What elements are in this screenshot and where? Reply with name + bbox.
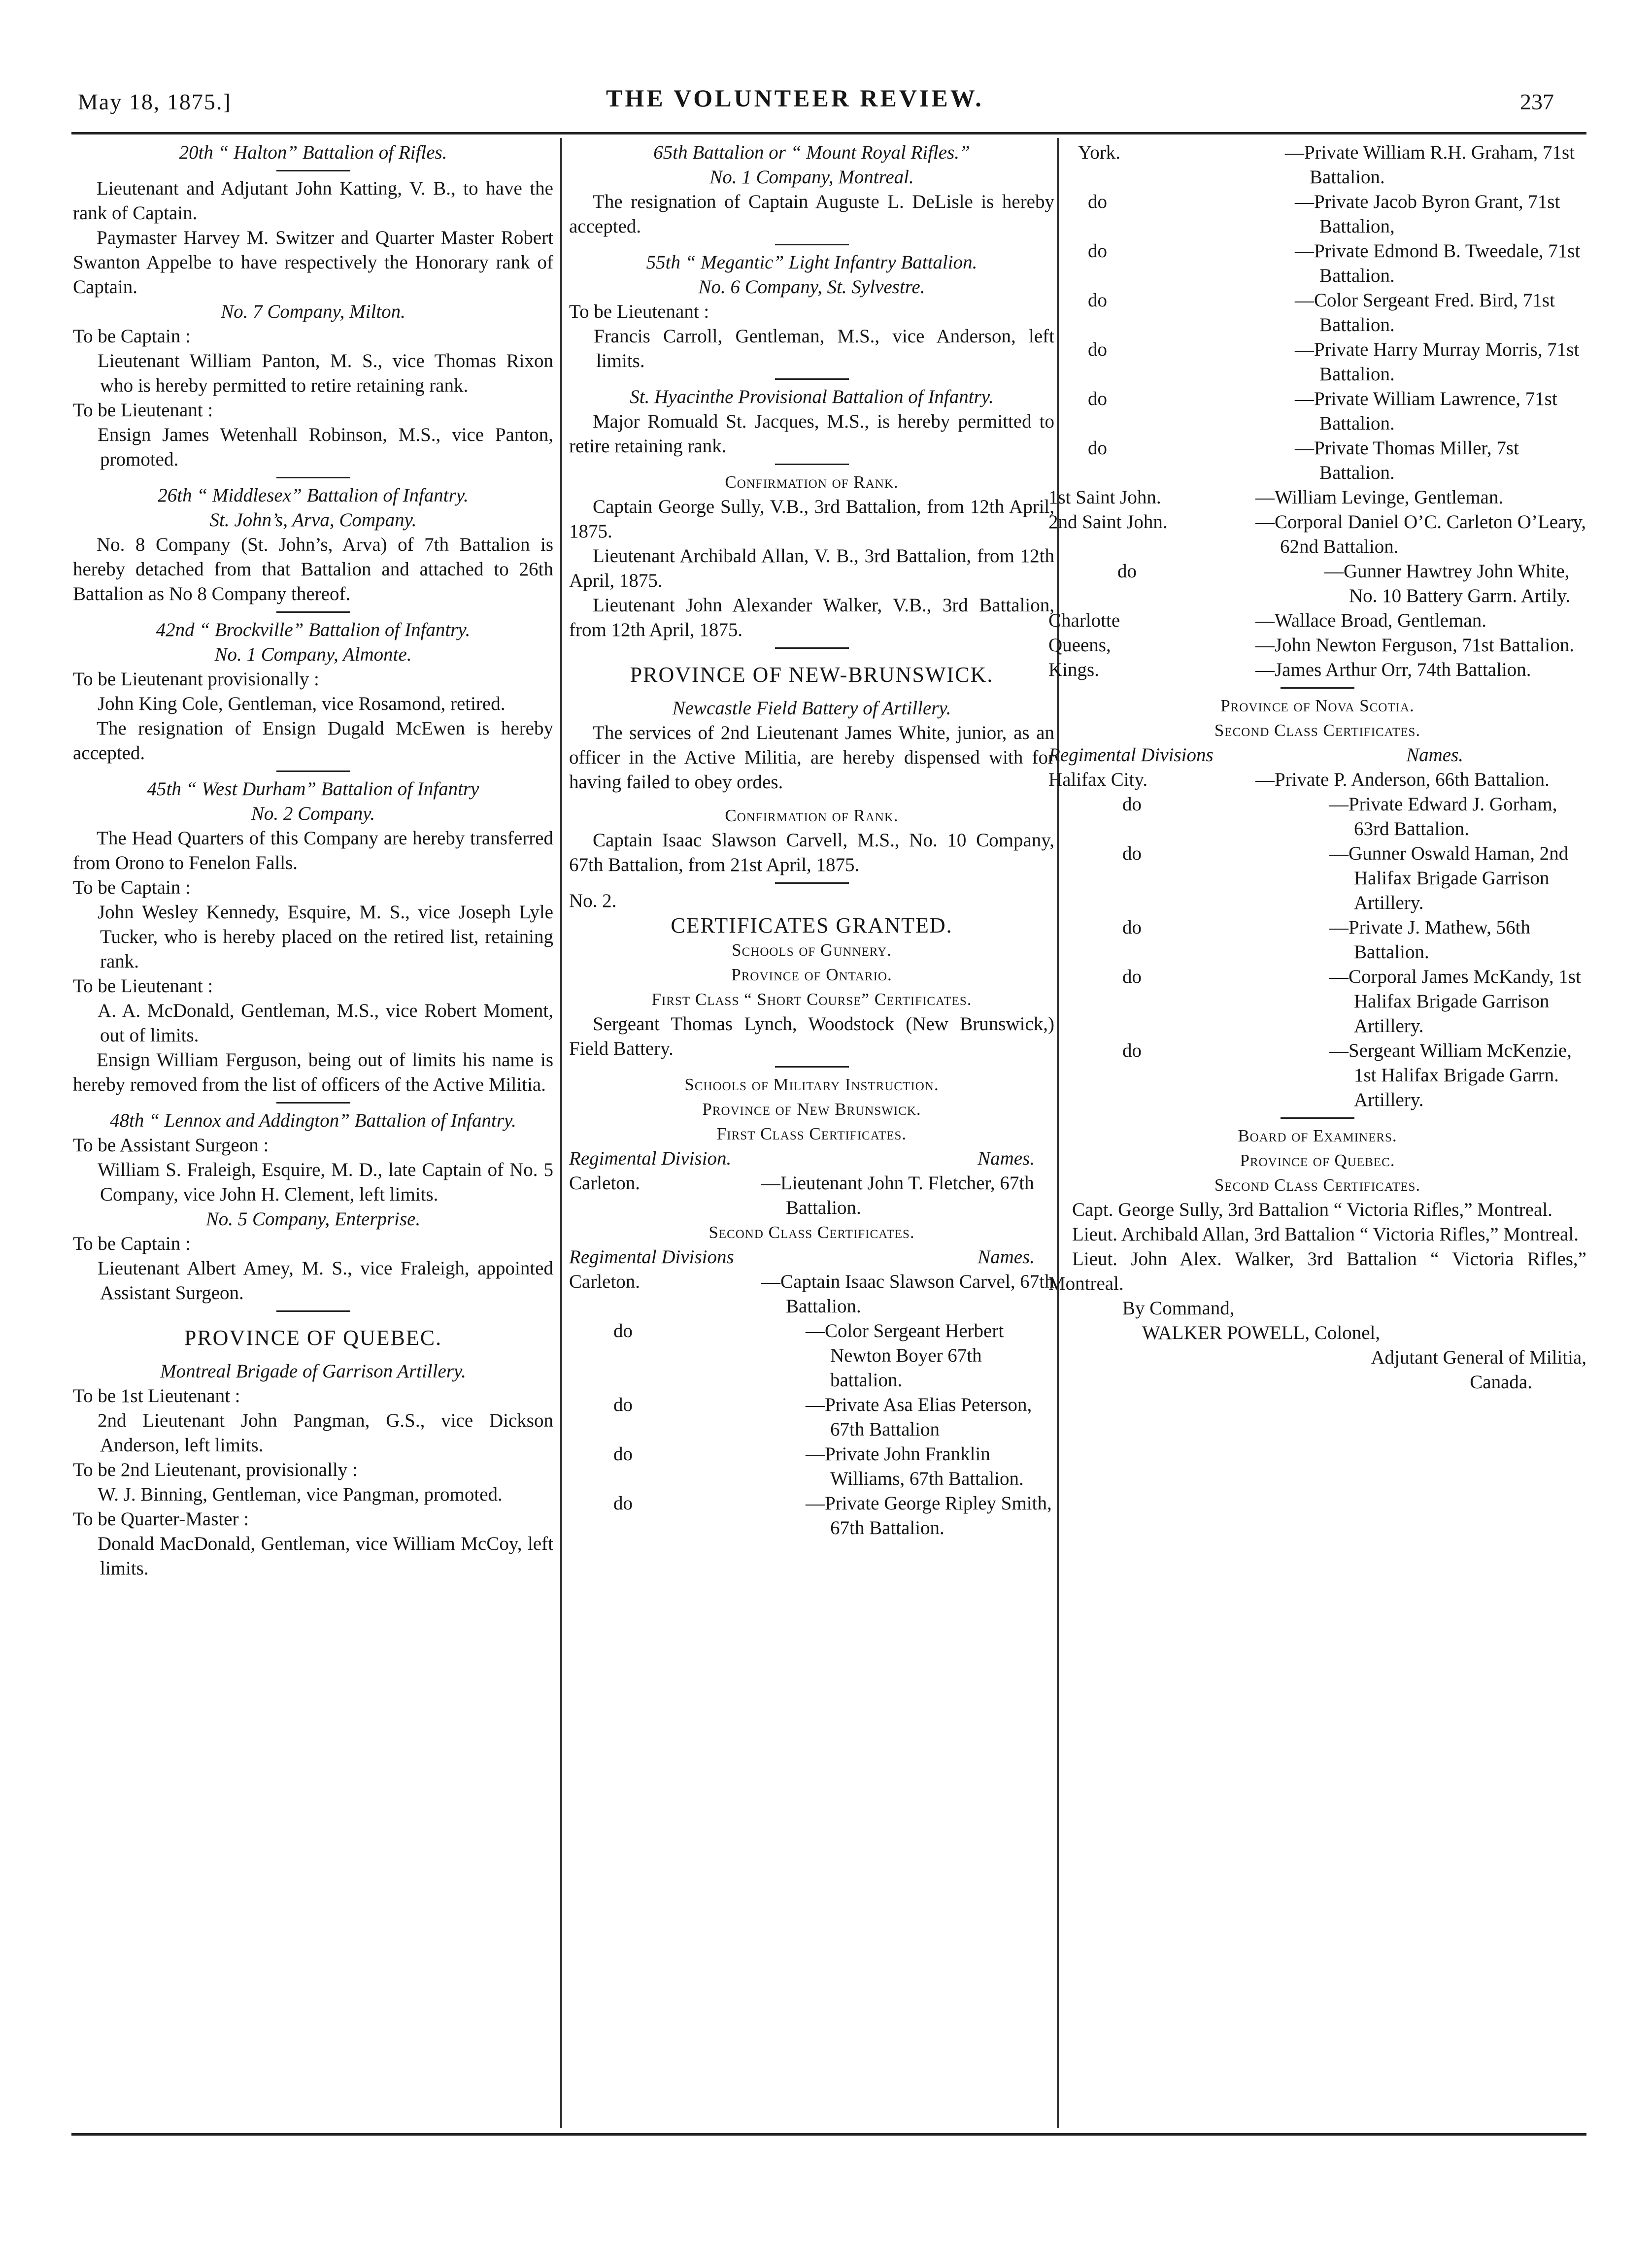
table-row (1048, 288, 1586, 337)
company-subtitle: No. 7 Company, Milton. (221, 301, 405, 322)
notice-paragraph: Lieutenant and Adjutant John Katting, V. B., to have the rank of Captain. (73, 178, 553, 224)
division-cell: do (613, 1394, 633, 1415)
division-cell: do (1122, 843, 1142, 864)
province-subheading: Province of New Brunswick. (702, 1100, 921, 1119)
table-row (1048, 768, 1586, 792)
company-subtitle: No. 6 Company, St. Sylvestre. (698, 276, 925, 298)
name-cell: —Private William Lawrence, 71st Battalion. (1295, 388, 1557, 434)
appointment-heading: To be Lieutenant : (73, 975, 213, 997)
division-cell: 1st Saint John. (1048, 487, 1161, 508)
table-row (1048, 387, 1586, 436)
province-subheading: Province of Ontario. (731, 965, 892, 984)
separator (775, 244, 849, 245)
page-header (0, 84, 1652, 128)
name-cell: —Private George Ripley Smith, 67th Battalion. (806, 1493, 1052, 1539)
name-cell: —John Newton Ferguson, 71st Battalion. (1255, 635, 1575, 656)
section-title: 20th “ Halton” Battalion of Rifles. (179, 142, 447, 163)
appointment-entry: 2nd Lieutenant John Pangman, G.S., vice Dickson Anderson, left limits. (98, 1410, 553, 1456)
certificate-class-heading: Second Class Certificates. (708, 1223, 915, 1242)
appointment-entry: John King Cole, Gentleman, vice Rosamond, retired. (98, 693, 506, 714)
name-cell: —James Arthur Orr, 74th Battalion. (1255, 659, 1531, 680)
table-row (1048, 485, 1586, 510)
notice-paragraph: No. 8 Company (St. John’s, Arva) of 7th Battalion is hereby detached from that Battalion and attached to 26th Battalion as No 8 Company thereof. (73, 534, 553, 604)
table-header (569, 1146, 1054, 1171)
name-cell: —Gunner Oswald Haman, 2nd Halifax Brigade Garrison Artillery. (1329, 843, 1569, 913)
appointment-heading: To be Quarter-Master : (73, 1508, 249, 1530)
certificate-class-heading: First Class “ Short Course” Certificates. (651, 990, 972, 1009)
section-title: Newcastle Field Battery of Artillery. (672, 698, 951, 719)
province-heading: PROVINCE OF QUEBEC. (184, 1326, 442, 1350)
name-cell: —Corporal Daniel O’C. Carleton O’Leary, 62nd Battalion. (1255, 511, 1586, 557)
separator (775, 882, 849, 884)
section-title: 48th “ Lennox and Addington” Battalion of Infantry. (110, 1110, 516, 1131)
table-row (1048, 436, 1586, 485)
table-header (1048, 743, 1586, 768)
separator (276, 170, 350, 171)
province-subheading: Province of Quebec. (1240, 1151, 1395, 1170)
column-header-names: Names. (1406, 744, 1463, 766)
separator (775, 378, 849, 380)
section-title: 65th Battalion or “ Mount Royal Rifles.” (653, 142, 970, 163)
notice-paragraph: Sergeant Thomas Lynch, Woodstock (New Brunswick,) Field Battery. (569, 1013, 1054, 1059)
publication-title: THE VOLUNTEER REVIEW. (606, 84, 984, 112)
section-title: 45th “ West Durham” Battalion of Infantry (147, 778, 479, 800)
signature-name: WALKER POWELL, Colonel, (1142, 1322, 1381, 1343)
separator (1281, 1117, 1354, 1119)
confirmation-heading: Confirmation of Rank. (725, 472, 899, 492)
section-title: 26th “ Middlesex” Battalion of Infantry. (158, 485, 469, 506)
notice-paragraph: The Head Quarters of this Company are hereby transferred from Orono to Fenelon Falls. (73, 828, 553, 873)
division-cell: do (1088, 437, 1107, 459)
division-cell: do (1122, 1040, 1142, 1061)
notice-paragraph: Captain Isaac Slawson Carvell, M.S., No. 10 Company, 67th Battalion, from 21st April, 1875. (569, 830, 1054, 875)
division-cell: do (1088, 388, 1107, 409)
division-cell: Carleton. (569, 1172, 641, 1194)
name-cell: —Color Sergeant Fred. Bird, 71st Battalion. (1295, 290, 1555, 335)
division-cell: do (613, 1320, 633, 1341)
table-row (1048, 792, 1586, 841)
name-cell: —Private Edward J. Gorham, 63rd Battalion. (1329, 794, 1557, 839)
appointment-entry: Francis Carroll, Gentleman, M.S., vice Anderson, left limits. (594, 326, 1054, 371)
table-row (1048, 608, 1586, 633)
province-subheading: Province of Nova Scotia. (1220, 696, 1415, 715)
appointment-heading: To be Captain : (73, 877, 191, 898)
name-cell: —Private Thomas Miller, 7st Battalion. (1295, 437, 1519, 483)
certificate-class-heading: First Class Certificates. (716, 1124, 907, 1143)
name-cell: —Captain Isaac Slawson Carvel, 67th Battalion. (761, 1271, 1054, 1317)
division-cell: do (1088, 339, 1107, 360)
name-cell: —Wallace Broad, Gentleman. (1255, 610, 1487, 631)
appointment-entry: W. J. Binning, Gentleman, vice Pangman, promoted. (98, 1484, 503, 1505)
table-row (1048, 239, 1586, 288)
division-cell: do (1117, 561, 1137, 582)
notice-paragraph: Captain George Sully, V.B., 3rd Battalion, from 12th April, 1875. (569, 496, 1054, 542)
appointment-heading: To be Lieutenant : (73, 400, 213, 421)
company-subtitle: No. 1 Company, Montreal. (709, 167, 914, 188)
name-cell: —Private John Franklin Williams, 67th Battalion. (806, 1443, 1024, 1489)
certificate-entry: Lieut. John Alex. Walker, 3rd Battalion “ Victoria Rifles,” Montreal. (1048, 1248, 1586, 1294)
name-cell: —Private Asa Elias Peterson, 67th Battalion (806, 1394, 1032, 1440)
name-cell: —Color Sergeant Herbert Newton Boyer 67th battalion. (806, 1320, 1004, 1391)
name-cell: —Sergeant William McKenzie, 1st Halifax Brigade Garrn. Artillery. (1329, 1040, 1572, 1110)
table-row (569, 1491, 1054, 1540)
division-cell: 2nd Saint John. (1048, 511, 1168, 533)
table-row (1048, 140, 1586, 190)
signature-line: By Command, (1122, 1298, 1235, 1319)
division-cell: do (1122, 917, 1142, 938)
separator (1281, 687, 1354, 689)
section-title: Montreal Brigade of Garrison Artillery. (160, 1361, 466, 1382)
name-cell: —Private Edmond B. Tweedale, 71st Battalion. (1295, 240, 1581, 286)
section-title: 55th “ Megantic” Light Infantry Battalion. (646, 252, 978, 273)
certificate-class-heading: Second Class Certificates. (1214, 1175, 1421, 1195)
column-rule-1 (560, 138, 562, 2128)
column-3 (1048, 140, 1586, 1395)
division-cell: do (1088, 191, 1107, 212)
notice-paragraph: The services of 2nd Lieutenant James White, junior, as an officer in the Active Militia, are hereby dispensed with for having failed to obey ordes. (569, 722, 1054, 793)
appointment-entry: Donald MacDonald, Gentleman, vice William McCoy, left limits. (98, 1533, 553, 1579)
company-subtitle: No. 5 Company, Enterprise. (205, 1208, 421, 1230)
division-cell: do (613, 1443, 633, 1465)
header-rule (71, 132, 1586, 134)
notice-paragraph: Major Romuald St. Jacques, M.S., is hereby permitted to retire retaining rank. (569, 411, 1054, 457)
name-cell: —Private J. Mathew, 56th Battalion. (1329, 917, 1530, 963)
appointment-entry: Ensign James Wetenhall Robinson, M.S., vice Panton, promoted. (98, 424, 553, 470)
general-order-number: No. 2. (569, 890, 617, 911)
table-row (569, 1171, 1054, 1220)
company-subtitle: No. 1 Company, Almonte. (214, 644, 412, 665)
column-header-division: Regimental Division. (569, 1148, 732, 1169)
notice-paragraph: Paymaster Harvey M. Switzer and Quarter Master Robert Swanton Appelbe to have respectively the Honorary rank of Captain. (73, 227, 553, 298)
division-cell: Queens, (1048, 635, 1111, 656)
name-cell: —Private P. Anderson, 66th Battalion. (1255, 769, 1550, 790)
separator (276, 611, 350, 613)
name-cell: —Gunner Hawtrey John White, No. 10 Battery Garrn. Artily. (1324, 561, 1571, 606)
section-title: 42nd “ Brockville” Battalion of Infantry. (156, 619, 471, 640)
separator (276, 1102, 350, 1104)
column-header-division: Regimental Divisions (1048, 744, 1214, 766)
table-row (1048, 633, 1586, 658)
section-title: St. Hyacinthe Provisional Battalion of Infantry. (630, 386, 994, 407)
school-heading: Schools of Military Instruction. (684, 1075, 939, 1094)
division-cell: do (613, 1493, 633, 1514)
division-cell: do (1088, 290, 1107, 311)
issue-date: May 18, 1875.] (78, 89, 232, 114)
table-header (569, 1245, 1054, 1270)
notice-paragraph: Lieutenant Archibald Allan, V. B., 3rd Battalion, from 12th April, 1875. (569, 545, 1054, 591)
table-row (569, 1270, 1054, 1319)
appointment-heading: To be Lieutenant : (569, 301, 709, 322)
column-header-names: Names. (978, 1148, 1035, 1169)
table-row (569, 1319, 1054, 1393)
company-subtitle: No. 2 Company. (251, 803, 375, 824)
school-heading: Schools of Gunnery. (732, 940, 892, 960)
division-cell: do (1088, 240, 1107, 262)
notice-paragraph: The resignation of Ensign Dugald McEwen is hereby accepted. (73, 718, 553, 764)
column-header-names: Names. (978, 1246, 1035, 1268)
appointment-heading: To be Captain : (73, 326, 191, 347)
board-heading: Board of Examiners. (1238, 1126, 1397, 1145)
table-row (1048, 1038, 1586, 1112)
certificate-entry: Lieut. Archibald Allan, 3rd Battalion “ Victoria Rifles,” Montreal. (1072, 1224, 1579, 1245)
table-row (1048, 190, 1586, 239)
division-cell: Charlotte (1048, 610, 1120, 631)
separator (276, 477, 350, 478)
confirmation-heading: Confirmation of Rank. (725, 806, 899, 825)
appointment-heading: To be 1st Lieutenant : (73, 1385, 240, 1406)
column-1 (73, 140, 553, 1581)
footer-rule (71, 2133, 1586, 2136)
certificate-class-heading: Second Class Certificates. (1214, 721, 1421, 740)
name-cell: —Private Jacob Byron Grant, 71st Battalion, (1295, 191, 1560, 237)
signature-title: Adjutant General of Militia, (1371, 1347, 1586, 1368)
separator (276, 770, 350, 772)
notice-paragraph: The resignation of Captain Auguste L. DeLisle is hereby accepted. (569, 191, 1054, 237)
name-cell: —Lieutenant John T. Fletcher, 67th Battalion. (761, 1172, 1034, 1218)
division-cell: Carleton. (569, 1271, 641, 1292)
division-cell: do (1122, 794, 1142, 815)
column-header-division: Regimental Divisions (569, 1246, 734, 1268)
table-row (1048, 915, 1586, 965)
appointment-heading: To be Captain : (73, 1233, 191, 1254)
name-cell: —Private William R.H. Graham, 71st Battalion. (1285, 142, 1575, 188)
signature-place: Canada. (1470, 1372, 1532, 1393)
name-cell: —Corporal James McKandy, 1st Halifax Brigade Garrison Artillery. (1329, 966, 1581, 1037)
company-subtitle: St. John’s, Arva, Company. (209, 509, 417, 531)
appointment-heading: To be Assistant Surgeon : (73, 1135, 269, 1156)
appointment-heading: To be Lieutenant provisionally : (73, 669, 319, 690)
appointment-entry: William S. Fraleigh, Esquire, M. D., late Captain of No. 5 Company, vice John H. Clement, left limits. (98, 1159, 553, 1205)
notice-paragraph: Ensign William Ferguson, being out of limits his name is hereby removed from the list of officers of the Active Militia. (73, 1049, 553, 1095)
table-row (569, 1442, 1054, 1491)
separator (775, 1066, 849, 1068)
division-cell: Halifax City. (1048, 769, 1148, 790)
division-cell: York. (1078, 142, 1120, 163)
appointment-entry: Lieutenant Albert Amey, M. S., vice Fraleigh, appointed Assistant Surgeon. (98, 1258, 553, 1304)
table-row (1048, 965, 1586, 1038)
separator (276, 1310, 350, 1312)
appointment-entry: Lieutenant William Panton, M. S., vice Thomas Rixon who is hereby permitted to retire retaining rank. (98, 350, 553, 396)
separator (775, 464, 849, 465)
column-2 (569, 140, 1054, 1540)
appointment-entry: John Wesley Kennedy, Esquire, M. S., vice Joseph Lyle Tucker, who is hereby placed on the retired list, retaining rank. (98, 902, 553, 972)
table-row (1048, 841, 1586, 915)
appointment-heading: To be 2nd Lieutenant, provisionally : (73, 1459, 358, 1480)
table-row (569, 1393, 1054, 1442)
notice-paragraph: Lieutenant John Alexander Walker, V.B., 3rd Battalion, from 12th April, 1875. (569, 595, 1054, 640)
table-row (1048, 559, 1586, 608)
table-row (1048, 658, 1586, 682)
appointment-entry: A. A. McDonald, Gentleman, M.S., vice Robert Moment, out of limits. (98, 1000, 553, 1046)
name-cell: —William Levinge, Gentleman. (1255, 487, 1504, 508)
table-row (1048, 510, 1586, 559)
certificate-entry: Capt. George Sully, 3rd Battalion “ Victoria Rifles,” Montreal. (1072, 1199, 1552, 1220)
table-row (1048, 337, 1586, 387)
separator (775, 647, 849, 649)
page-number: 237 (1520, 89, 1554, 114)
division-cell: do (1122, 966, 1142, 987)
name-cell: —Private Harry Murray Morris, 71st Battalion. (1295, 339, 1580, 385)
division-cell: Kings. (1048, 659, 1099, 680)
certificates-heading: CERTIFICATES GRANTED. (671, 913, 953, 937)
province-heading: PROVINCE OF NEW-BRUNSWICK. (630, 663, 994, 687)
